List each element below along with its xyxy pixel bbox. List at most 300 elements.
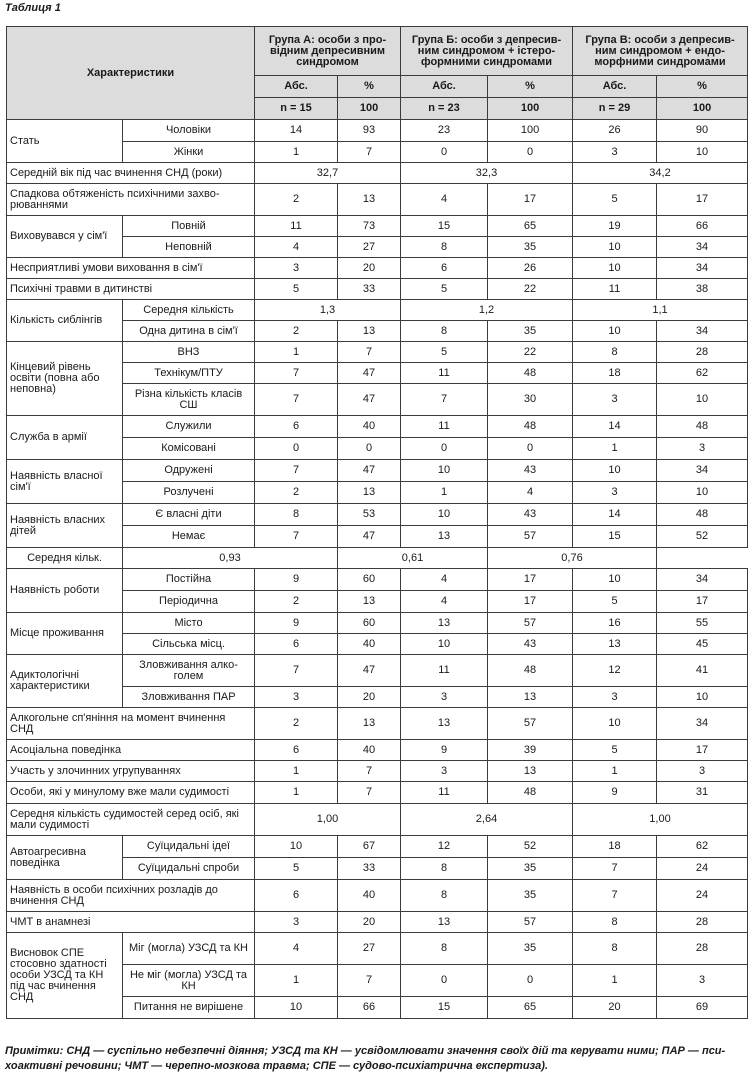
pct-value-cell: 7 — [338, 761, 401, 782]
abs-value-cell: 10 — [573, 258, 657, 279]
pct-value-cell: 27 — [338, 933, 401, 965]
abs-value-cell: 8 — [255, 504, 338, 526]
mean-value-cell: 1,00 — [573, 804, 748, 836]
row-category: Асоціальна поведінка — [7, 740, 255, 761]
pct-value-cell: 0 — [488, 438, 573, 460]
pct-value-cell: 13 — [338, 591, 401, 613]
n-group-b: n = 23 — [401, 98, 488, 120]
pct-value-cell: 13 — [338, 184, 401, 216]
pct-value-cell: 13 — [338, 321, 401, 342]
row-subcategory: Немає — [123, 526, 255, 548]
abs-value-cell: 2 — [255, 591, 338, 613]
abs-value-cell: 8 — [401, 880, 488, 912]
abs-value-cell: 7 — [255, 384, 338, 416]
pct-value-cell: 73 — [338, 216, 401, 237]
pct-value-cell: 7 — [338, 342, 401, 363]
abs-value-cell: 3 — [255, 687, 338, 708]
abs-value-cell: 3 — [401, 761, 488, 782]
abs-value-cell: 2 — [255, 321, 338, 342]
pct-value-cell: 47 — [338, 363, 401, 384]
pct-value-cell: 48 — [488, 655, 573, 687]
pct-value-cell: 40 — [338, 740, 401, 761]
abs-value-cell: 1 — [255, 342, 338, 363]
pct-header: % — [488, 76, 573, 98]
pct-value-cell: 35 — [488, 880, 573, 912]
pct-value-cell: 66 — [338, 997, 401, 1019]
abs-value-cell: 10 — [573, 460, 657, 482]
pct-value-cell: 28 — [657, 912, 748, 933]
pct-value-cell: 17 — [488, 569, 573, 591]
abs-value-cell: 8 — [401, 858, 488, 880]
abs-value-cell: 6 — [255, 634, 338, 655]
mean-value-cell: 2,64 — [401, 804, 573, 836]
abs-value-cell: 12 — [401, 836, 488, 858]
pct-value-cell: 33 — [338, 858, 401, 880]
row-category: Автоагресивна поведінка — [7, 836, 123, 880]
pct-value-cell: 62 — [657, 836, 748, 858]
mean-value-cell: 0,76 — [488, 548, 657, 569]
pct-value-cell: 26 — [488, 258, 573, 279]
table-row — [7, 933, 748, 965]
abs-value-cell: 9 — [255, 569, 338, 591]
abs-value-cell: 1 — [401, 482, 488, 504]
pct-value-cell: 24 — [657, 858, 748, 880]
abs-header: Абс. — [573, 76, 657, 98]
abs-value-cell: 2 — [255, 482, 338, 504]
abs-value-cell: 7 — [255, 363, 338, 384]
pct-header: % — [657, 76, 748, 98]
pct-value-cell: 22 — [488, 342, 573, 363]
n-group-c: n = 29 — [573, 98, 657, 120]
row-subcategory: Періодична — [123, 591, 255, 613]
abs-value-cell: 9 — [255, 613, 338, 634]
abs-value-cell: 8 — [401, 237, 488, 258]
mean-value-cell: 34,2 — [573, 163, 748, 184]
table-notes: Примітки: СНД — суспільно небезпечні діяння; УЗСД та КН — усвідомлювати значення своїх дій та керувати ними; ПАР — пси-хоактивні речовини; ЧМТ — черепно-мозкова травма; СПЕ — судово-психіатрична експертиза). — [5, 1045, 726, 1072]
pct-value-cell: 0 — [488, 965, 573, 997]
table-row — [7, 548, 748, 569]
table-row — [7, 880, 748, 912]
pct-value-cell: 41 — [657, 655, 748, 687]
abs-value-cell: 2 — [255, 184, 338, 216]
pct-value-cell: 27 — [338, 237, 401, 258]
abs-value-cell: 5 — [255, 279, 338, 300]
pct-value-cell: 10 — [657, 687, 748, 708]
table-row — [7, 836, 748, 858]
pct-value-cell: 31 — [657, 782, 748, 804]
table-row — [7, 740, 748, 761]
row-category: Середня кількість судимостей серед осіб, які мали судимості — [7, 804, 255, 836]
mean-value-cell: 32,7 — [255, 163, 401, 184]
row-subcategory: Місто — [123, 613, 255, 634]
pct-value-cell: 38 — [657, 279, 748, 300]
table-row — [7, 504, 748, 526]
table-row — [7, 708, 748, 740]
abs-value-cell: 3 — [573, 482, 657, 504]
abs-value-cell: 18 — [573, 363, 657, 384]
row-subcategory: Сільська місц. — [123, 634, 255, 655]
pct-value-cell: 39 — [488, 740, 573, 761]
pct-value-cell: 60 — [338, 569, 401, 591]
abs-value-cell: 7 — [255, 526, 338, 548]
pct-value-cell: 57 — [488, 912, 573, 933]
pct-value-cell: 65 — [488, 216, 573, 237]
row-subcategory: ВНЗ — [123, 342, 255, 363]
abs-value-cell: 6 — [255, 880, 338, 912]
table-row — [7, 416, 748, 438]
pct-value-cell: 60 — [338, 613, 401, 634]
abs-value-cell: 7 — [255, 655, 338, 687]
table-row — [7, 569, 748, 591]
pct-value-cell: 53 — [338, 504, 401, 526]
row-subcategory: Технікум/ПТУ — [123, 363, 255, 384]
abs-value-cell: 10 — [573, 569, 657, 591]
abs-value-cell: 12 — [573, 655, 657, 687]
pct-value-cell: 17 — [657, 591, 748, 613]
table-row — [7, 655, 748, 687]
pct-value-cell: 10 — [657, 482, 748, 504]
abs-value-cell: 11 — [401, 416, 488, 438]
pct-value-cell: 67 — [338, 836, 401, 858]
abs-value-cell: 16 — [573, 613, 657, 634]
abs-value-cell: 5 — [401, 279, 488, 300]
row-subcategory: Повній — [123, 216, 255, 237]
abs-value-cell: 3 — [401, 687, 488, 708]
pct-value-cell: 57 — [488, 708, 573, 740]
table-row — [7, 782, 748, 804]
pct-value-cell: 52 — [657, 526, 748, 548]
pct-value-cell: 10 — [657, 384, 748, 416]
abs-value-cell: 8 — [573, 912, 657, 933]
abs-value-cell: 11 — [401, 363, 488, 384]
abs-value-cell: 13 — [401, 912, 488, 933]
abs-value-cell: 5 — [401, 342, 488, 363]
pct-value-cell: 69 — [657, 997, 748, 1019]
pct-value-cell: 22 — [488, 279, 573, 300]
abs-value-cell: 14 — [255, 120, 338, 142]
pct-value-cell: 48 — [657, 416, 748, 438]
pct-value-cell: 17 — [488, 591, 573, 613]
abs-value-cell: 10 — [573, 321, 657, 342]
pct-value-cell: 35 — [488, 858, 573, 880]
pct-value-cell: 34 — [657, 237, 748, 258]
abs-value-cell: 15 — [401, 216, 488, 237]
abs-value-cell: 8 — [573, 342, 657, 363]
row-subcategory: Неповній — [123, 237, 255, 258]
row-category: Висновок СПЕ стосовно здатності особи УЗСД та КН під час вчинення СНД — [7, 933, 123, 1019]
mean-value-cell: 1,2 — [401, 300, 573, 321]
abs-value-cell: 8 — [401, 321, 488, 342]
pct-value-cell: 90 — [657, 120, 748, 142]
pct-value-cell: 65 — [488, 997, 573, 1019]
abs-value-cell: 4 — [401, 184, 488, 216]
abs-value-cell: 6 — [401, 258, 488, 279]
abs-value-cell: 7 — [573, 880, 657, 912]
mean-value-cell: 0,93 — [123, 548, 338, 569]
table-caption: Таблиця 1 — [5, 2, 61, 14]
row-category: Виховувався у сім'ї — [7, 216, 123, 258]
pct-value-cell: 0 — [488, 142, 573, 163]
row-category: Адиктологічні характеристики — [7, 655, 123, 708]
row-subcategory: Зловживання ПАР — [123, 687, 255, 708]
abs-value-cell: 1 — [255, 761, 338, 782]
row-subcategory: Суїцидальні спроби — [123, 858, 255, 880]
n-group-a: n = 15 — [255, 98, 338, 120]
pct-value-cell: 48 — [657, 504, 748, 526]
abs-value-cell: 5 — [573, 591, 657, 613]
pct-value-cell: 43 — [488, 504, 573, 526]
abs-value-cell: 3 — [573, 142, 657, 163]
abs-value-cell: 13 — [401, 526, 488, 548]
pct-value-cell: 93 — [338, 120, 401, 142]
pct-value-cell: 57 — [488, 526, 573, 548]
abs-value-cell: 6 — [255, 740, 338, 761]
row-category: Кінцевий рівень освіти (повна або неповна) — [7, 342, 123, 416]
table-row — [7, 804, 748, 836]
pct-value-cell: 3 — [657, 761, 748, 782]
pct-value-cell: 48 — [488, 782, 573, 804]
row-category: Наявність власної сім'ї — [7, 460, 123, 504]
row-category: Наявність в особи психічних розладів до вчинення СНД — [7, 880, 255, 912]
row-category: Місце проживання — [7, 613, 123, 655]
pct-value-cell: 66 — [657, 216, 748, 237]
pct-header: % — [338, 76, 401, 98]
pct-value-cell: 13 — [338, 708, 401, 740]
abs-value-cell: 10 — [401, 634, 488, 655]
pct-value-cell: 33 — [338, 279, 401, 300]
pct-value-cell: 48 — [488, 363, 573, 384]
row-subcategory: Питання не вирішене — [123, 997, 255, 1019]
row-category: Психічні травми в дитинстві — [7, 279, 255, 300]
abs-value-cell: 14 — [573, 416, 657, 438]
pct-value-cell: 62 — [657, 363, 748, 384]
row-subcategory: Служили — [123, 416, 255, 438]
abs-value-cell: 1 — [573, 761, 657, 782]
pct-value-cell: 43 — [488, 634, 573, 655]
abs-value-cell: 0 — [255, 438, 338, 460]
abs-value-cell: 11 — [401, 655, 488, 687]
row-subcategory: Середня кількість — [123, 300, 255, 321]
abs-value-cell: 8 — [401, 933, 488, 965]
table-row — [7, 216, 748, 237]
abs-value-cell: 7 — [401, 384, 488, 416]
table-row — [7, 163, 748, 184]
pct-value-cell: 35 — [488, 237, 573, 258]
abs-value-cell: 10 — [255, 997, 338, 1019]
abs-value-cell: 19 — [573, 216, 657, 237]
pct-value-cell: 40 — [338, 634, 401, 655]
abs-header: Абс. — [255, 76, 338, 98]
pct-value-cell: 34 — [657, 321, 748, 342]
pct-value-cell: 24 — [657, 880, 748, 912]
pct-value-cell: 47 — [338, 655, 401, 687]
abs-value-cell: 6 — [255, 416, 338, 438]
abs-value-cell: 4 — [401, 591, 488, 613]
data-table — [6, 26, 748, 1019]
row-category: Наявність власних дітей — [7, 504, 123, 548]
row-category: Несприятливі умови виховання в сім'ї — [7, 258, 255, 279]
table-row — [7, 460, 748, 482]
mean-value-cell: 1,00 — [255, 804, 401, 836]
abs-value-cell: 1 — [255, 142, 338, 163]
table-row — [7, 258, 748, 279]
abs-value-cell: 9 — [401, 740, 488, 761]
abs-value-cell: 3 — [573, 687, 657, 708]
abs-value-cell: 5 — [573, 184, 657, 216]
pct-value-cell: 48 — [488, 416, 573, 438]
abs-value-cell: 14 — [573, 504, 657, 526]
pct-value-cell: 3 — [657, 438, 748, 460]
pct-value-cell: 7 — [338, 142, 401, 163]
row-subcategory: Є власні діти — [123, 504, 255, 526]
pct-value-cell: 35 — [488, 933, 573, 965]
pct-value-cell: 47 — [338, 526, 401, 548]
pct-value-cell: 13 — [338, 482, 401, 504]
row-subcategory: Жінки — [123, 142, 255, 163]
mean-value-cell: 1,1 — [573, 300, 748, 321]
pct-value-cell: 34 — [657, 258, 748, 279]
group-a-header: Група А: особи з про-відним депресивним синдромом — [255, 27, 401, 76]
abs-value-cell: 1 — [573, 965, 657, 997]
pct-value-cell: 47 — [338, 460, 401, 482]
row-category: Середній вік під час вчинення СНД (роки) — [7, 163, 255, 184]
row-category: Стать — [7, 120, 123, 163]
table-row — [7, 761, 748, 782]
table-row — [7, 912, 748, 933]
pct-value-cell: 100 — [488, 120, 573, 142]
row-subcategory: Зловживання алко-голем — [123, 655, 255, 687]
row-subcategory: Не міг (могла) УЗСД та КН — [123, 965, 255, 997]
abs-value-cell: 3 — [255, 912, 338, 933]
table-row — [7, 300, 748, 321]
pct-value-cell: 7 — [338, 965, 401, 997]
pct-value-cell: 40 — [338, 880, 401, 912]
pct-value-cell: 17 — [657, 740, 748, 761]
row-subcategory: Постійна — [123, 569, 255, 591]
pct-value-cell: 35 — [488, 321, 573, 342]
pct-value-cell: 52 — [488, 836, 573, 858]
pct-value-cell: 20 — [338, 687, 401, 708]
pct-value-cell: 0 — [338, 438, 401, 460]
total-group-b: 100 — [488, 98, 573, 120]
table-row — [7, 279, 748, 300]
characteristics-header: Характеристики — [7, 27, 255, 120]
abs-value-cell: 0 — [401, 438, 488, 460]
abs-value-cell: 7 — [573, 858, 657, 880]
row-subcategory: Одна дитина в сім'ї — [123, 321, 255, 342]
pct-value-cell: 57 — [488, 613, 573, 634]
pct-value-cell: 3 — [657, 965, 748, 997]
abs-header: Абс. — [401, 76, 488, 98]
abs-value-cell: 13 — [401, 708, 488, 740]
abs-value-cell: 26 — [573, 120, 657, 142]
table-row — [7, 120, 748, 142]
abs-value-cell: 15 — [401, 997, 488, 1019]
pct-value-cell: 28 — [657, 342, 748, 363]
abs-value-cell: 4 — [255, 933, 338, 965]
abs-value-cell: 1 — [573, 438, 657, 460]
pct-value-cell: 55 — [657, 613, 748, 634]
group-c-header: Група В: особи з депресив-ним синдромом + ендо-морфними синдромами — [573, 27, 748, 76]
pct-value-cell: 13 — [488, 687, 573, 708]
row-category: Особи, які у минулому вже мали судимості — [7, 782, 255, 804]
total-group-c: 100 — [657, 98, 748, 120]
abs-value-cell: 11 — [401, 782, 488, 804]
pct-value-cell: 4 — [488, 482, 573, 504]
abs-value-cell: 5 — [255, 858, 338, 880]
row-category: ЧМТ в анамнезі — [7, 912, 255, 933]
abs-value-cell: 10 — [573, 708, 657, 740]
abs-value-cell: 0 — [401, 142, 488, 163]
abs-value-cell: 3 — [573, 384, 657, 416]
abs-value-cell: 11 — [573, 279, 657, 300]
abs-value-cell: 7 — [255, 460, 338, 482]
abs-value-cell: 8 — [573, 933, 657, 965]
row-subcategory: Суїцидальні ідеї — [123, 836, 255, 858]
group-b-header: Група Б: особи з депресив-ним синдромом + істеро-формними синдромами — [401, 27, 573, 76]
abs-value-cell: 13 — [573, 634, 657, 655]
row-subcategory: Чоловіки — [123, 120, 255, 142]
row-category: Служба в армії — [7, 416, 123, 460]
abs-value-cell: 4 — [401, 569, 488, 591]
abs-value-cell: 9 — [573, 782, 657, 804]
pct-value-cell: 28 — [657, 933, 748, 965]
total-group-a: 100 — [338, 98, 401, 120]
abs-value-cell: 10 — [401, 504, 488, 526]
abs-value-cell: 5 — [573, 740, 657, 761]
abs-value-cell: 4 — [255, 237, 338, 258]
row-subcategory: Комісовані — [123, 438, 255, 460]
pct-value-cell: 10 — [657, 142, 748, 163]
row-subcategory: Одружені — [123, 460, 255, 482]
abs-value-cell: 2 — [255, 708, 338, 740]
abs-value-cell: 1 — [255, 782, 338, 804]
abs-value-cell: 18 — [573, 836, 657, 858]
pct-value-cell: 20 — [338, 258, 401, 279]
pct-value-cell: 34 — [657, 460, 748, 482]
pct-value-cell: 30 — [488, 384, 573, 416]
abs-value-cell: 1 — [255, 965, 338, 997]
pct-value-cell: 40 — [338, 416, 401, 438]
pct-value-cell: 47 — [338, 384, 401, 416]
abs-value-cell: 20 — [573, 997, 657, 1019]
abs-value-cell: 15 — [573, 526, 657, 548]
mean-value-cell: 0,61 — [338, 548, 488, 569]
row-category: Наявність роботи — [7, 569, 123, 613]
pct-value-cell: 43 — [488, 460, 573, 482]
pct-value-cell: 34 — [657, 569, 748, 591]
abs-value-cell: 0 — [401, 965, 488, 997]
pct-value-cell: 7 — [338, 782, 401, 804]
pct-value-cell: 17 — [657, 184, 748, 216]
abs-value-cell: 23 — [401, 120, 488, 142]
pct-value-cell: 17 — [488, 184, 573, 216]
pct-value-cell: 45 — [657, 634, 748, 655]
abs-value-cell: 3 — [255, 258, 338, 279]
table-row — [7, 342, 748, 363]
abs-value-cell: 10 — [573, 237, 657, 258]
abs-value-cell: 11 — [255, 216, 338, 237]
table-row — [7, 613, 748, 634]
table-row — [7, 184, 748, 216]
row-category: Участь у злочинних угрупуваннях — [7, 761, 255, 782]
pct-value-cell: 34 — [657, 708, 748, 740]
row-category: Спадкова обтяженість психічними захво-рюваннями — [7, 184, 255, 216]
row-subcategory: Середня кільк. — [7, 548, 123, 569]
abs-value-cell: 10 — [401, 460, 488, 482]
row-subcategory: Міг (могла) УЗСД та КН — [123, 933, 255, 965]
row-category: Алкогольне сп'яніння на момент вчинення СНД — [7, 708, 255, 740]
